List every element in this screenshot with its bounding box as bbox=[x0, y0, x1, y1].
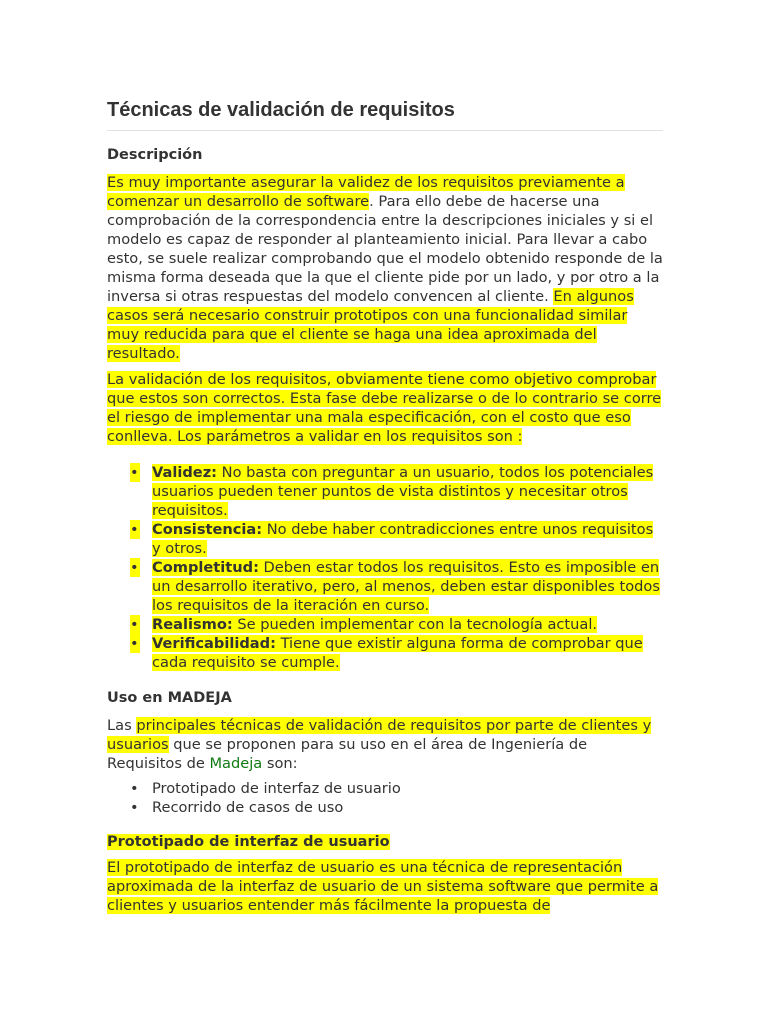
parameter-term: Realismo: bbox=[152, 616, 233, 633]
uso-paragraph bbox=[107, 716, 663, 773]
parameter-text: No basta con preguntar a un usuario, todos los potenciales usuarios pueden tener puntos de vista distintos y necesitar otros requisitos. bbox=[152, 464, 654, 519]
bullet-icon: • bbox=[130, 521, 139, 538]
highlight-text: En algunos casos será necesario construir prototipos con una funcionalidad similar muy reducida para que el cliente se haga una idea aproximada del resultado. bbox=[107, 288, 634, 362]
list-item bbox=[130, 798, 663, 817]
list-item bbox=[130, 779, 663, 798]
parameter-term: Validez: bbox=[152, 464, 218, 481]
highlight-text: Prototipado de interfaz de usuario bbox=[107, 834, 390, 850]
document-page bbox=[107, 96, 663, 915]
list-item bbox=[130, 520, 663, 558]
prototipado-paragraph bbox=[107, 858, 663, 915]
parameter-term: Verificabilidad: bbox=[152, 635, 276, 652]
bullet-icon: • bbox=[130, 616, 139, 633]
madeja-link[interactable]: Madeja bbox=[209, 755, 263, 772]
paragraph-text: Las bbox=[107, 717, 137, 734]
paragraph-text: son: bbox=[262, 755, 298, 772]
list-item bbox=[130, 463, 663, 520]
parameter-term: Completitud: bbox=[152, 559, 259, 576]
highlight-text: El prototipado de interfaz de usuario es una técnica de representación aproximada de la interfaz de usuario de un sistema software que permite a clientes y usuarios entender más fácilmente la propuesta de bbox=[107, 859, 659, 914]
bullet-icon: • bbox=[130, 559, 139, 576]
techniques-list bbox=[107, 779, 663, 817]
parameter-text: No debe haber contradicciones entre unos requisitos y otros. bbox=[152, 521, 654, 557]
bullet-icon: • bbox=[130, 635, 139, 652]
bullet-icon: • bbox=[130, 780, 139, 797]
section-heading-prototipado bbox=[107, 832, 663, 852]
parameter-text: Tiene que existir alguna forma de comprobar que cada requisito se cumple. bbox=[152, 635, 643, 671]
technique-label: Recorrido de casos de uso bbox=[152, 799, 344, 816]
paragraph-text: . Para ello debe de hacerse una comprobación de la correspondencia entre la descripciones iniciales y si el modelo es capaz de responder al planteamiento inicial. Para llevar a cabo esto, se suele realizar comprobando que el modelo obtenido responde de la misma forma deseada que la que el cliente pide por un lado, y por otro a la inversa si otras respuestas del modelo convencen al cliente. bbox=[107, 193, 663, 305]
highlight-text: principales técnicas de validación de requisitos por parte de clientes y usuarios bbox=[107, 717, 652, 753]
description-paragraph-1 bbox=[107, 173, 663, 363]
parameter-text: Deben estar todos los requisitos. Esto es imposible en un desarrollo iterativo, pero, al menos, deben estar disponibles todos los requisitos de la iteración en curso. bbox=[152, 559, 660, 614]
list-item bbox=[130, 634, 663, 672]
description-paragraph-2 bbox=[107, 370, 663, 446]
parameter-term: Consistencia: bbox=[152, 521, 263, 538]
highlight-text: Es muy importante asegurar la validez de los requisitos previamente a comenzar un desarrollo de software bbox=[107, 174, 625, 210]
highlight-text: La validación de los requisitos, obviamente tiene como objetivo comprobar que estos son correctos. Esta fase debe realizarse o de lo contrario se corre el riesgo de implementar una mala especificación, con el costo que eso conlleva. Los parámetros a validar en los requisitos son : bbox=[107, 371, 662, 445]
parameter-text: Se pueden implementar con la tecnología actual. bbox=[232, 616, 598, 633]
page-title: Técnicas de validación de requisitos bbox=[107, 96, 663, 131]
section-heading-uso: Uso en MADEJA bbox=[107, 690, 232, 706]
list-item bbox=[130, 615, 663, 634]
bullet-icon: • bbox=[130, 799, 139, 816]
bullet-icon: • bbox=[130, 464, 139, 481]
technique-label: Prototipado de interfaz de usuario bbox=[152, 780, 401, 797]
list-item bbox=[130, 558, 663, 615]
section-heading-descripcion: Descripción bbox=[107, 147, 203, 163]
validation-parameters-list bbox=[107, 463, 663, 672]
paragraph-text: que se proponen para su uso en el área de Ingeniería de Requisitos de bbox=[107, 736, 588, 772]
